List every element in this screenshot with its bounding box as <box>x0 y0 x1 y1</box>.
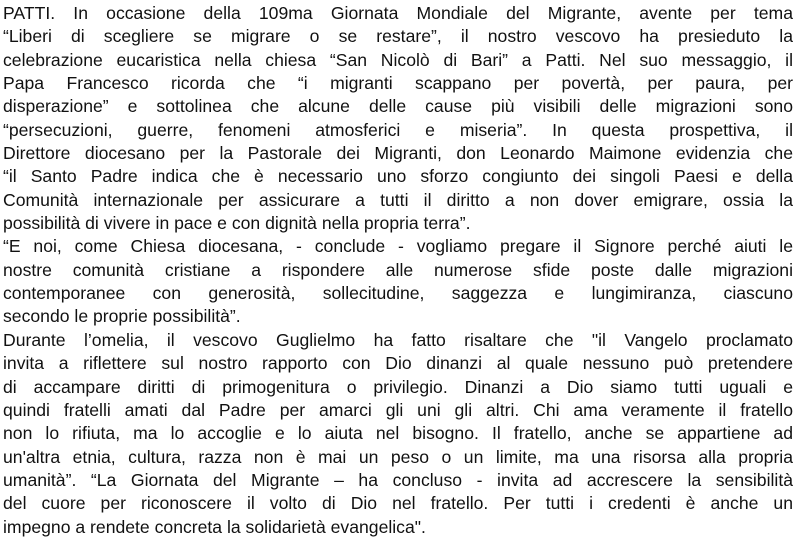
text-line: del cuore per riconoscere il volto di Dio nel fratello. Per tutti i credenti è anche un <box>3 493 793 514</box>
text-line: secondo le proprie possibilità”. <box>3 306 241 327</box>
text-line: celebrazione eucaristica nella chiesa “San Nicolò di Bari” a Patti. Nel suo messaggio, il <box>3 49 793 70</box>
text-line: nostre comunità cristiane a rispondere alle numerose sfide poste dalle migrazioni <box>3 259 793 280</box>
text-line: “E noi, come Chiesa diocesana, - conclude - vogliamo pregare il Signore perché aiuti le <box>3 236 793 257</box>
text-line: impegno a rendete concreta la solidarietà evangelica". <box>3 516 426 537</box>
text-line: di accampare diritti di primogenitura o privilegio. Dinanzi a Dio siamo tutti uguali e <box>3 376 793 397</box>
text-line: possibilità di vivere in pace e con dignità nella propria terra”. <box>3 213 471 234</box>
text-line: Papa Francesco ricorda che “i migranti scappano per povertà, per paura, per <box>3 73 793 94</box>
text-line: “Liberi di scegliere se migrare o se restare”, il nostro vescovo ha presieduto la <box>3 26 793 47</box>
text-line: non lo rifiuta, ma lo accoglie e lo aiuta nel bisogno. Il fratello, anche se appartiene ad <box>3 423 793 444</box>
text-line: “persecuzioni, guerre, fenomeni atmosferici e miseria”. In questa prospettiva, il <box>3 119 793 140</box>
text-line: invita a riflettere sul nostro rapporto con Dio dinanzi al quale nessuno può pretendere <box>3 353 793 374</box>
paragraph-2 <box>3 235 793 328</box>
text-line: contemporanee con generosità, sollecitudine, saggezza e lungimiranza, ciascuno <box>3 283 793 304</box>
article-body <box>3 2 793 539</box>
text-line: disperazione” e sottolinea che alcune delle cause più visibili delle migrazioni sono <box>3 96 793 117</box>
text-line: PATTI. In occasione della 109ma Giornata Mondiale del Migrante, avente per tema <box>3 3 793 23</box>
paragraph-3 <box>3 329 793 539</box>
paragraph-1 <box>3 2 793 235</box>
text-line: “il Santo Padre indica che è necessario uno sforzo congiunto dei singoli Paesi e della <box>3 166 793 187</box>
text-line: quindi fratelli amati dal Padre per amarci gli uni gli altri. Chi ama veramente il fratello <box>3 399 793 420</box>
text-line: Direttore diocesano per la Pastorale dei Migranti, don Leonardo Maimone evidenzia che <box>3 143 793 164</box>
text-line: Durante l’omelia, il vescovo Guglielmo ha fatto risaltare che "il Vangelo proclamato <box>3 329 793 350</box>
text-line: umanità”. “La Giornata del Migrante – ha concluso - invita ad accrescere la sensibilità <box>3 469 793 490</box>
text-line: Comunità internazionale per assicurare a tutti il diritto a non dover emigrare, ossia la <box>3 189 793 210</box>
text-line: un'altra etnia, cultura, razza non è mai un peso o un limite, ma una risorsa alla propria <box>3 446 793 467</box>
